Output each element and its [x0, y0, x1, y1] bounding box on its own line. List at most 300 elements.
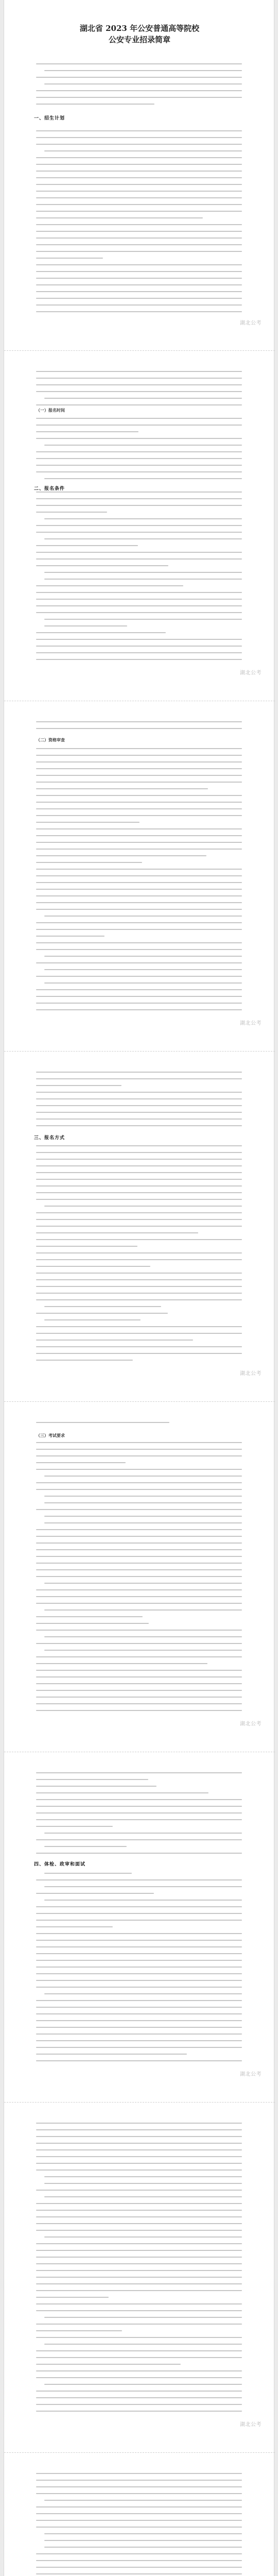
- text-line: [44, 572, 242, 573]
- text-line: [36, 211, 242, 212]
- watermark: 湖北公考: [240, 670, 262, 676]
- text-line: [36, 1933, 242, 1934]
- text-line: [44, 478, 242, 479]
- text-line: [36, 1159, 242, 1160]
- text-line: [36, 1219, 242, 1220]
- text-line: [36, 639, 242, 640]
- section-heading: 二、报名条件: [34, 486, 65, 492]
- text-line: [36, 828, 242, 829]
- watermark: 湖北公考: [240, 1371, 262, 1377]
- text-line: [36, 2506, 242, 2507]
- text-line: [44, 83, 242, 84]
- text-line: [36, 2553, 242, 2554]
- text-line: [44, 2540, 242, 2541]
- text-line: [36, 2527, 242, 2528]
- text-line: [36, 1676, 242, 1677]
- watermark: 湖北公考: [240, 1021, 262, 1026]
- text-line: [44, 1636, 242, 1637]
- text-line: [36, 1462, 126, 1463]
- watermark: 湖北公考: [240, 1721, 262, 1727]
- text-line: [36, 962, 242, 963]
- text-line: [36, 2513, 242, 2514]
- text-line: [36, 391, 242, 392]
- text-line: [36, 558, 242, 560]
- text-line: [36, 97, 242, 98]
- text-line: [36, 104, 154, 105]
- text-line: [44, 982, 242, 984]
- text-line: [36, 652, 242, 653]
- text-line: [36, 1185, 242, 1187]
- text-line: [36, 2230, 242, 2231]
- text-line: [36, 157, 242, 158]
- text-line: [36, 1125, 242, 1126]
- text-line: [36, 63, 242, 64]
- text-line: [36, 802, 242, 803]
- text-line: [36, 855, 206, 856]
- text-line: [44, 579, 242, 580]
- text-line: [36, 1980, 242, 1981]
- text-line: [36, 1812, 242, 1814]
- text-line: [36, 1105, 242, 1106]
- text-line: [36, 1072, 242, 1073]
- text-line: [36, 909, 242, 910]
- text-line: [44, 1522, 242, 1523]
- text-line: [36, 1489, 242, 1490]
- text-line: [36, 929, 242, 930]
- text-line: [36, 525, 242, 526]
- text-line: [36, 2350, 242, 2351]
- text-line: [44, 2176, 242, 2177]
- text-line: [36, 1199, 242, 1200]
- text-line: [36, 822, 140, 823]
- text-line: [36, 171, 242, 172]
- document-subtitle: 公安专业招录简章: [108, 35, 170, 44]
- text-line: [36, 431, 138, 432]
- text-line: [36, 1987, 242, 1988]
- text-line: [36, 1509, 242, 1510]
- text-line: [36, 949, 242, 950]
- document-title: 湖北省 2023 年公安普通高等院校: [79, 24, 200, 33]
- text-line: [36, 2330, 122, 2331]
- text-line: [44, 2547, 242, 2548]
- text-line: [36, 1009, 242, 1010]
- text-line: [36, 768, 242, 769]
- text-line: [36, 177, 242, 178]
- text-line: [36, 1442, 242, 1443]
- text-line: [44, 1650, 242, 1651]
- section-heading: 三、报名方式: [34, 1136, 65, 1141]
- text-line: [44, 445, 242, 446]
- text-line: [44, 1993, 242, 1994]
- text-line: [36, 1589, 242, 1590]
- text-line: [44, 2384, 242, 2385]
- text-line: [36, 271, 242, 272]
- text-line: [36, 659, 242, 660]
- text-line: [36, 1926, 113, 1927]
- text-line: [36, 1293, 242, 1294]
- text-line: [36, 2149, 242, 2150]
- text-line: [36, 1967, 242, 1968]
- text-line: [36, 2250, 242, 2251]
- text-line: [44, 1502, 242, 1503]
- text-line: [36, 1953, 242, 1954]
- text-line: [36, 2033, 242, 2035]
- text-line: [36, 284, 242, 285]
- text-line: [44, 2196, 242, 2197]
- text-line: [36, 298, 242, 299]
- text-line: [36, 191, 242, 192]
- text-line: [36, 2290, 242, 2291]
- text-line: [44, 2344, 242, 2345]
- text-line: [36, 2493, 242, 2494]
- text-line: [36, 565, 168, 566]
- text-line: [36, 2277, 242, 2278]
- text-line: [36, 1482, 242, 1483]
- text-line: [44, 1833, 242, 1834]
- text-line: [36, 1346, 242, 1347]
- text-line: [36, 835, 242, 836]
- text-line: [36, 1576, 242, 1577]
- text-line: [36, 1946, 242, 1947]
- subsection-heading: （三）考试要求: [36, 1433, 65, 1438]
- text-line: [36, 1920, 242, 1921]
- text-line: [36, 882, 242, 883]
- text-line: [36, 1819, 242, 1820]
- text-line: [36, 438, 242, 439]
- text-line: [36, 775, 242, 776]
- text-line: [36, 2573, 242, 2574]
- section-heading: 一、招生计划: [34, 116, 65, 121]
- text-line: [36, 1112, 242, 1113]
- text-line: [36, 1340, 193, 1341]
- text-line: [36, 1792, 208, 1793]
- text-line: [36, 2136, 242, 2137]
- text-line: [36, 404, 242, 405]
- text-line: [44, 916, 242, 917]
- text-line: [36, 2013, 242, 2014]
- text-line: [36, 1549, 242, 1550]
- text-line: [36, 77, 242, 78]
- text-line: [36, 1596, 242, 1597]
- text-line: [36, 1353, 242, 1354]
- text-line: [44, 1900, 242, 1901]
- text-line: [36, 1839, 242, 1840]
- text-line: [36, 1960, 242, 1961]
- text-line: [36, 1192, 242, 1193]
- text-line: [36, 197, 242, 198]
- text-line: [36, 2263, 242, 2264]
- text-line: [44, 1583, 242, 1584]
- text-line: [36, 1913, 242, 1914]
- text-line: [36, 2270, 242, 2271]
- text-line: [36, 875, 242, 876]
- text-line: [36, 1779, 148, 1780]
- text-line: [36, 512, 107, 513]
- text-line: [36, 2190, 242, 2191]
- text-line: [36, 1455, 242, 1456]
- text-line: [36, 755, 242, 756]
- text-line: [36, 1973, 242, 1974]
- text-line: [36, 2000, 242, 2001]
- text-line: [36, 1563, 242, 1564]
- text-line: [36, 1853, 242, 1854]
- text-line: [36, 599, 242, 600]
- text-line: [36, 1226, 242, 1227]
- text-line: [36, 2404, 242, 2405]
- subsection-heading: （二）资格审查: [36, 738, 65, 742]
- text-line: [36, 2486, 242, 2487]
- text-line: [36, 278, 242, 279]
- subsection-heading: （一）报名时间: [36, 408, 65, 413]
- text-line: [36, 1906, 242, 1907]
- text-line: [44, 969, 242, 970]
- text-line: [36, 2216, 242, 2217]
- text-line: [36, 238, 242, 239]
- text-line: [36, 2411, 242, 2412]
- text-line: [36, 788, 208, 789]
- text-line: [36, 1333, 242, 1334]
- page-8: [4, 2452, 275, 2576]
- text-line: [36, 217, 203, 218]
- text-line: [36, 1326, 242, 1327]
- text-line: [36, 585, 183, 586]
- text-line: [36, 782, 242, 783]
- text-line: [36, 1165, 242, 1166]
- text-line: [36, 184, 242, 185]
- text-line: [36, 130, 242, 131]
- text-line: [36, 1940, 242, 1941]
- text-line: [36, 2303, 242, 2304]
- text-line: [36, 942, 242, 943]
- text-line: [36, 2243, 242, 2244]
- text-line: [36, 2170, 242, 2171]
- text-line: [36, 1656, 242, 1657]
- text-line: [36, 989, 242, 990]
- text-line: [36, 1826, 113, 1827]
- text-line: [36, 1703, 242, 1704]
- text-line: [44, 518, 242, 519]
- text-line: [36, 1556, 242, 1557]
- text-line: [36, 1469, 242, 1470]
- text-line: [36, 1266, 150, 1267]
- text-line: [36, 378, 242, 379]
- text-line: [44, 1206, 242, 1207]
- text-line: [36, 1078, 242, 1079]
- text-line: [44, 1846, 127, 1847]
- text-line: [36, 1893, 154, 1894]
- text-line: [36, 646, 242, 647]
- text-line: [36, 2143, 242, 2144]
- text-line: [36, 1239, 242, 1240]
- text-line: [36, 1118, 242, 1120]
- text-line: [36, 1085, 121, 1086]
- text-line: [36, 1543, 242, 1544]
- text-line: [44, 1476, 242, 1477]
- text-line: [44, 1609, 242, 1611]
- text-line: [36, 2060, 242, 2061]
- text-line: [36, 1772, 242, 1773]
- text-line: [36, 231, 242, 232]
- text-line: [36, 1145, 242, 1146]
- text-line: [44, 619, 242, 620]
- text-line: [36, 532, 242, 533]
- text-line: [36, 1690, 242, 1691]
- text-line: [36, 1529, 242, 1530]
- text-line: [36, 1360, 133, 1361]
- text-line: [36, 371, 242, 372]
- text-line: [36, 1670, 242, 1671]
- text-line: [36, 1152, 242, 1153]
- text-line: [36, 384, 242, 385]
- text-line: [36, 2297, 109, 2298]
- text-line: [44, 1873, 132, 1874]
- text-line: [36, 815, 242, 816]
- text-line: [36, 1710, 242, 1711]
- text-line: [36, 2007, 242, 2008]
- text-line: [44, 2317, 242, 2318]
- text-line: [36, 862, 142, 863]
- text-line: [36, 1273, 242, 1274]
- text-line: [44, 2500, 242, 2501]
- text-line: [36, 291, 242, 292]
- text-line: [36, 1098, 242, 1099]
- text-line: [36, 1313, 168, 1314]
- text-line: [36, 976, 242, 977]
- text-line: [36, 936, 105, 937]
- text-line: [36, 204, 242, 205]
- text-line: [44, 150, 242, 151]
- text-line: [36, 1232, 198, 1233]
- text-line: [36, 425, 242, 426]
- text-line: [36, 144, 242, 145]
- text-line: [36, 1799, 242, 1800]
- text-line: [36, 922, 242, 923]
- text-line: [36, 1246, 137, 1247]
- text-line: [36, 728, 242, 729]
- text-line: [36, 2370, 242, 2371]
- section-heading: 四、体检、政审和面试: [34, 1862, 86, 1867]
- text-line: [36, 1683, 242, 1684]
- text-line: [44, 1886, 242, 1887]
- document-page: [4, 0, 274, 2576]
- text-line: [36, 2040, 242, 2041]
- text-line: [36, 458, 242, 459]
- watermark: 湖北公考: [240, 2072, 262, 2077]
- text-line: [36, 492, 242, 493]
- text-line: [36, 471, 242, 472]
- text-line: [36, 2397, 242, 2398]
- text-line: [36, 2027, 242, 2028]
- text-line: [36, 1172, 242, 1173]
- text-line: [36, 869, 242, 870]
- text-line: [36, 632, 166, 633]
- text-line: [36, 2163, 242, 2164]
- text-line: [36, 996, 242, 997]
- text-line: [36, 1092, 242, 1093]
- text-line: [36, 1643, 242, 1644]
- text-line: [36, 849, 242, 850]
- text-line: [36, 552, 242, 553]
- text-line: [36, 1630, 242, 1631]
- text-line: [36, 2391, 242, 2392]
- text-line: [36, 2560, 242, 2561]
- text-line: [36, 1252, 242, 1253]
- text-line: [44, 538, 242, 539]
- text-line: [36, 2357, 242, 2358]
- text-line: [36, 418, 242, 419]
- text-line: [36, 2473, 242, 2474]
- text-line: [36, 505, 242, 506]
- watermark: 湖北公考: [240, 2422, 262, 2428]
- text-line: [44, 1496, 242, 1497]
- text-line: [36, 498, 242, 499]
- text-line: [36, 2364, 181, 2365]
- text-line: [36, 842, 242, 843]
- text-line: [36, 2567, 242, 2568]
- text-line: [36, 545, 138, 546]
- text-line: [36, 1279, 242, 1280]
- text-line: [36, 1616, 143, 1617]
- text-line: [36, 311, 242, 312]
- text-line: [44, 1516, 242, 1517]
- text-line: [36, 1299, 242, 1300]
- text-line: [36, 612, 242, 613]
- text-line: [36, 592, 242, 593]
- text-line: [36, 1003, 242, 1004]
- text-line: [36, 605, 242, 606]
- text-line: [36, 2047, 242, 2048]
- text-line: [44, 70, 242, 71]
- text-line: [36, 795, 242, 796]
- text-line: [36, 224, 242, 225]
- text-line: [36, 2129, 242, 2130]
- text-line: [44, 1306, 161, 1307]
- text-line: [36, 304, 242, 306]
- text-line: [36, 264, 242, 265]
- text-line: [36, 2223, 242, 2224]
- text-line: [36, 1697, 242, 1698]
- text-line: [36, 1449, 242, 1450]
- text-line: [36, 2324, 242, 2325]
- text-line: [36, 2020, 242, 2021]
- text-line: [36, 808, 242, 809]
- text-line: [36, 2123, 242, 2124]
- text-line: [36, 2377, 242, 2378]
- text-line: [36, 465, 242, 466]
- text-line: [36, 1212, 242, 1213]
- text-line: [36, 895, 242, 896]
- text-line: [36, 761, 242, 762]
- text-line: [44, 1319, 141, 1320]
- text-line: [36, 90, 242, 91]
- text-line: [36, 902, 242, 903]
- text-line: [36, 2054, 187, 2055]
- text-line: [36, 748, 242, 749]
- text-line: [36, 451, 242, 452]
- text-line: [36, 164, 242, 165]
- text-line: [36, 2480, 242, 2481]
- text-line: [36, 2156, 242, 2157]
- watermark: 湖北公考: [240, 320, 262, 326]
- text-line: [36, 251, 242, 252]
- text-line: [36, 2257, 242, 2258]
- text-line: [36, 1786, 157, 1787]
- text-line: [36, 2310, 242, 2311]
- text-line: [44, 956, 242, 957]
- text-line: [36, 1663, 207, 1664]
- text-line: [36, 1569, 242, 1570]
- text-line: [44, 2236, 242, 2238]
